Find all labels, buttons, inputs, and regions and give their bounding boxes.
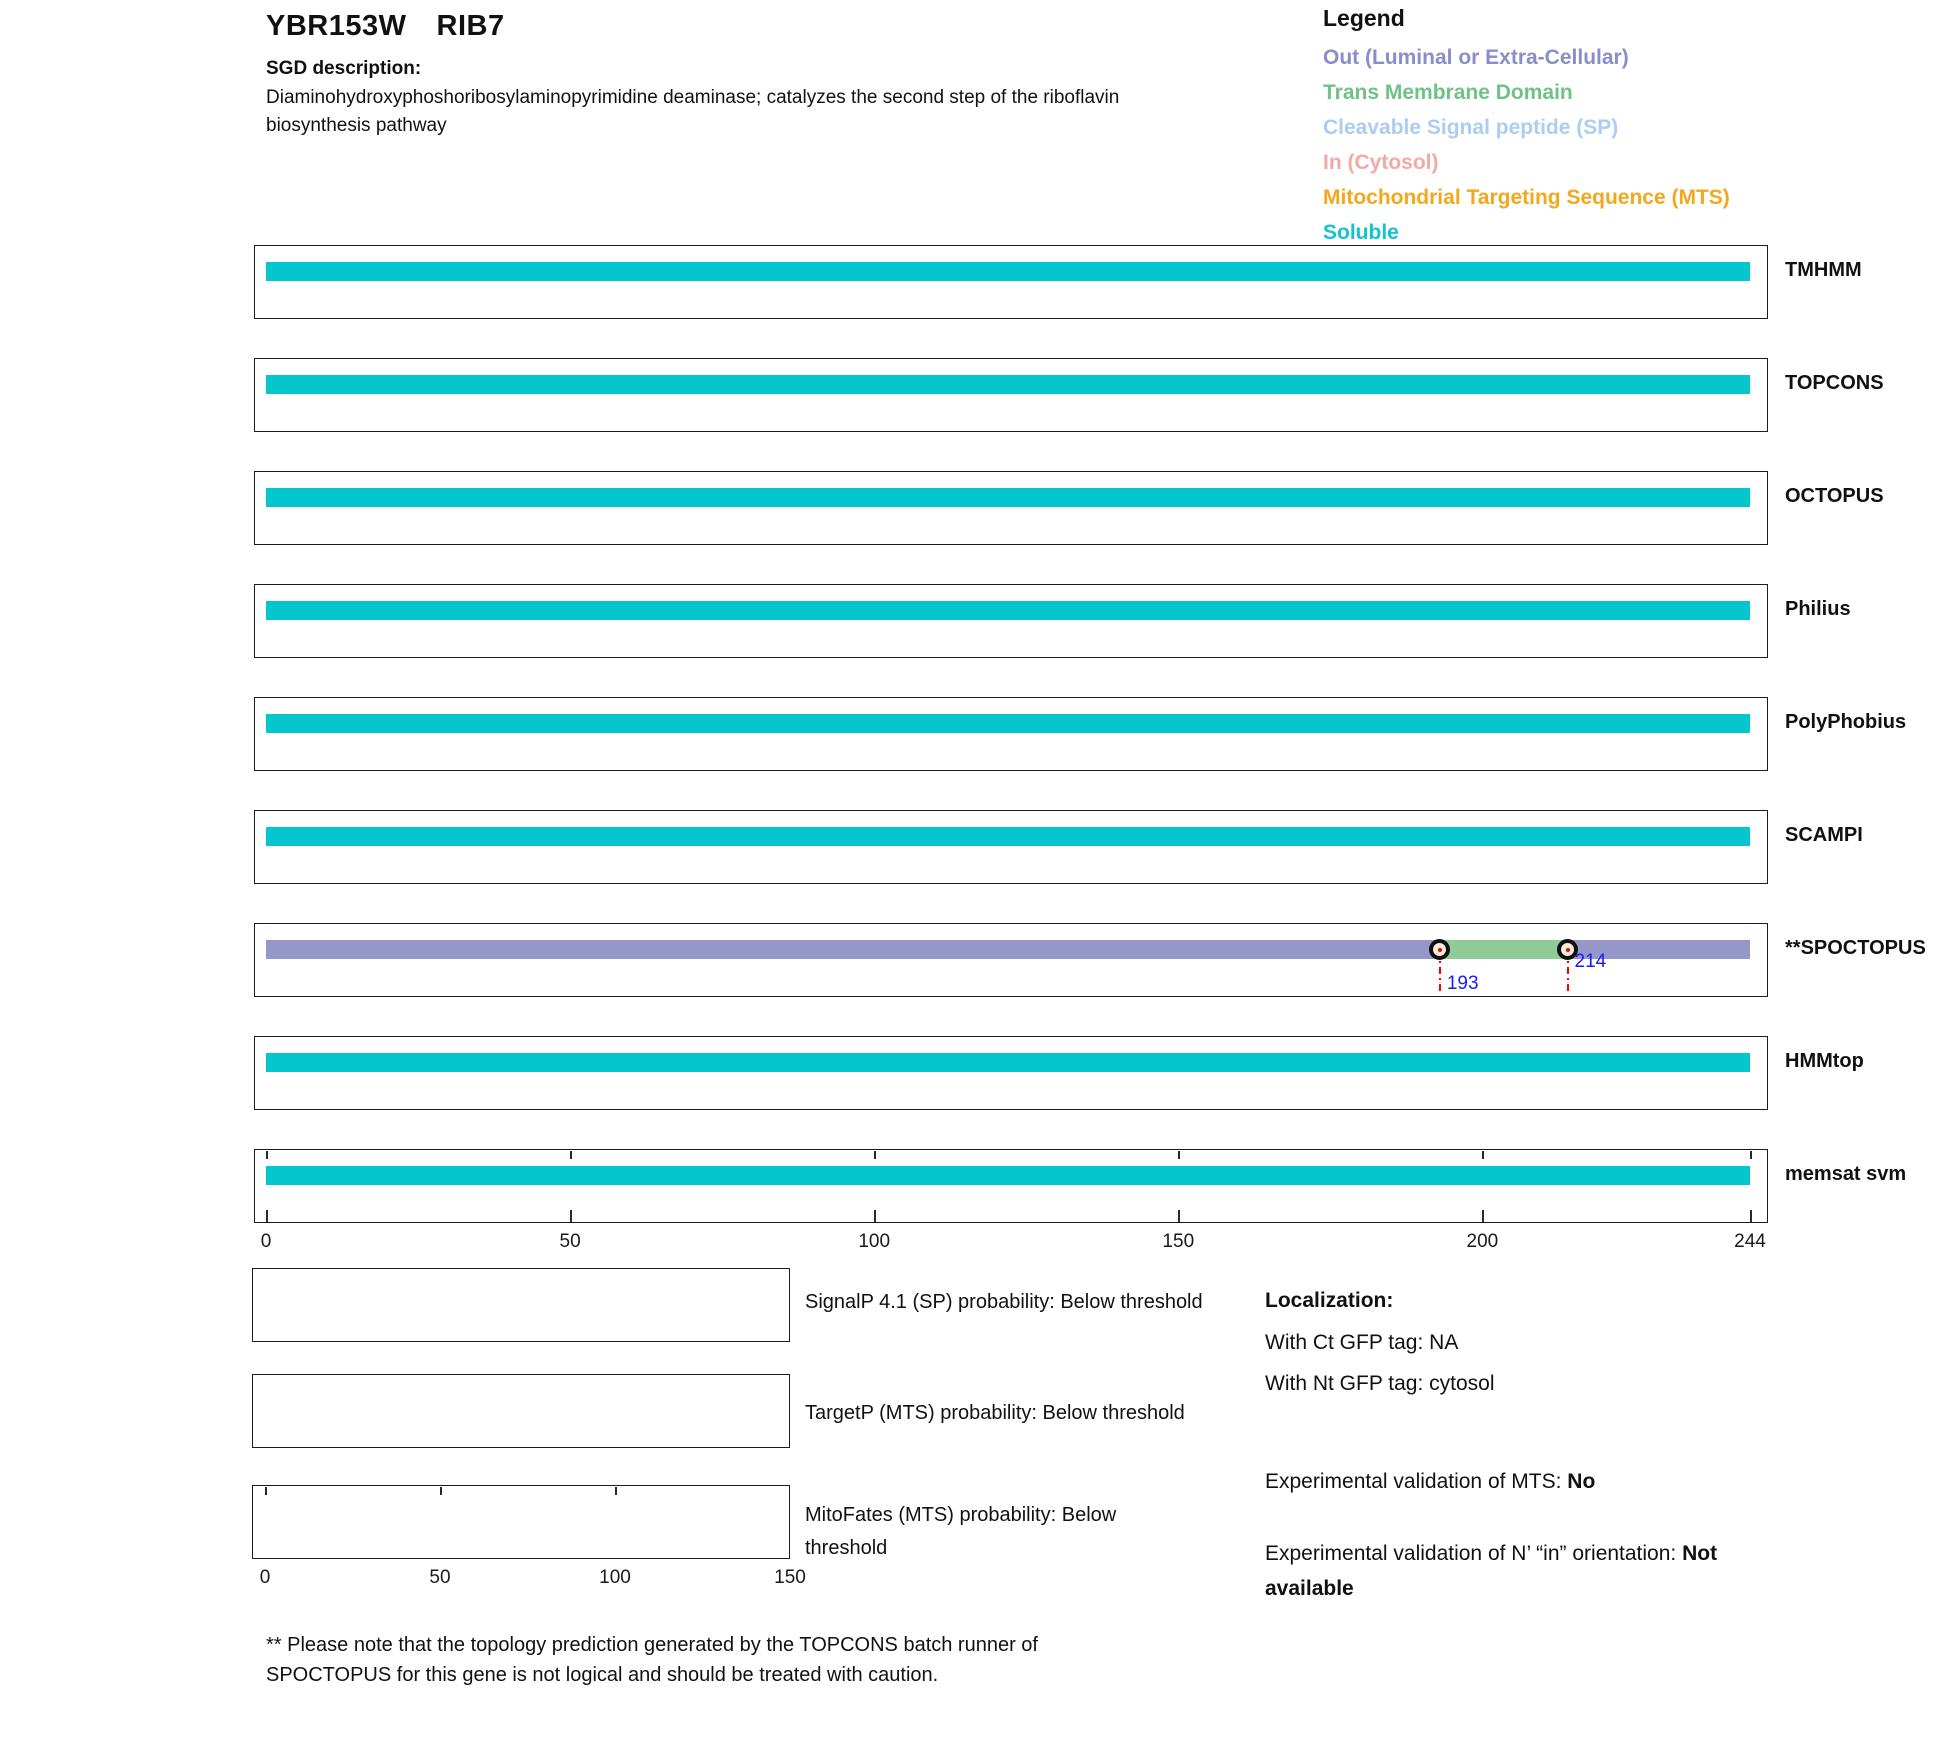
legend-title: Legend xyxy=(1323,5,1405,31)
track-label-memsat-svm: memsat svm xyxy=(1785,1163,1907,1185)
track-label-topcons: TOPCONS xyxy=(1785,372,1884,394)
tm-boundary-label: 193 xyxy=(1446,973,1479,994)
track-box-memsat-svm xyxy=(254,1149,1768,1223)
segment-soluble xyxy=(266,488,1750,507)
x-axis-label: 50 xyxy=(559,1231,581,1252)
segment-soluble xyxy=(266,1166,1750,1185)
track-box-polyphobius xyxy=(254,697,1768,771)
axis-tick-top xyxy=(874,1151,876,1159)
segment-trans-membrane-domain xyxy=(1440,940,1568,959)
track-box-hmmtop xyxy=(254,1036,1768,1110)
tm-boundary-label: 214 xyxy=(1574,951,1607,972)
segment-soluble xyxy=(266,601,1750,620)
gene-name: RIB7 xyxy=(436,10,505,42)
track-label-octopus: OCTOPUS xyxy=(1785,485,1884,507)
legend-item-soluble: Soluble xyxy=(1323,221,1399,244)
mini-axis-tick-top xyxy=(265,1487,267,1495)
axis-tick-bottom xyxy=(1482,1210,1484,1222)
x-axis-label: 200 xyxy=(1466,1231,1499,1252)
legend-item-trans-membrane-domain: Trans Membrane Domain xyxy=(1323,81,1573,104)
orientation-validation-line xyxy=(1265,1536,1805,1606)
legend-item-out-luminal-or-extra-cellular: Out (Luminal or Extra-Cellular) xyxy=(1323,46,1629,69)
mini-chart-label: SignalP 4.1 (SP) probability: Below threshold xyxy=(805,1291,1203,1313)
mts-validation-line xyxy=(1265,1464,1595,1499)
legend-item-mitochondrial-targeting-sequence-mts: Mitochondrial Targeting Sequence (MTS) xyxy=(1323,186,1730,209)
track-box-topcons xyxy=(254,358,1768,432)
track-box-spoctopus xyxy=(254,923,1768,997)
mini-chart-label: TargetP (MTS) probability: Below threshold xyxy=(805,1402,1185,1424)
x-axis-label: 100 xyxy=(858,1231,891,1252)
axis-tick-bottom xyxy=(874,1210,876,1222)
track-box-philius xyxy=(254,584,1768,658)
orientation-validation-label: Experimental validation of N’ “in” orientation: xyxy=(1265,1542,1683,1565)
legend xyxy=(1323,5,1730,250)
mini-x-axis-label: 0 xyxy=(259,1567,271,1588)
orientation-validation-value: Not available xyxy=(1265,1542,1718,1600)
mts-validation-label: Experimental validation of MTS: xyxy=(1265,1470,1568,1493)
axis-tick-top xyxy=(570,1151,572,1159)
segment-out-luminal-or-extra-cellular xyxy=(266,940,1440,959)
mini-chart-box-mitofates xyxy=(252,1485,790,1559)
segment-soluble xyxy=(266,375,1750,394)
ct-gfp-line: With Ct GFP tag: NA xyxy=(1265,1331,1459,1354)
mini-axis-tick-top xyxy=(440,1487,442,1495)
x-axis-label: 244 xyxy=(1734,1231,1766,1252)
nt-gfp-line: With Nt GFP tag: cytosol xyxy=(1265,1372,1495,1395)
localization-title: Localization: xyxy=(1265,1289,1394,1312)
track-label-polyphobius: PolyPhobius xyxy=(1785,711,1907,733)
mini-chart-box-signalp xyxy=(252,1268,790,1342)
mini-x-axis-label: 50 xyxy=(429,1567,451,1588)
segment-soluble xyxy=(266,1053,1750,1072)
axis-tick-bottom xyxy=(1750,1210,1752,1222)
track-label-spoctopus: **SPOCTOPUS xyxy=(1785,937,1926,959)
mini-chart-box-targetp xyxy=(252,1374,790,1448)
x-axis-label: 0 xyxy=(260,1231,272,1252)
track-label-hmmtop: HMMtop xyxy=(1785,1050,1864,1072)
axis-tick-top xyxy=(266,1151,268,1159)
mini-axis-tick-top xyxy=(615,1487,617,1495)
track-box-scampi xyxy=(254,810,1768,884)
x-axis-label: 150 xyxy=(1162,1231,1195,1252)
mini-chart-label: MitoFates (MTS) probability: Below threshold xyxy=(805,1504,1117,1559)
axis-tick-top xyxy=(1482,1151,1484,1159)
gene-id: YBR153W xyxy=(266,10,407,42)
segment-soluble xyxy=(266,827,1750,846)
axis-tick-top xyxy=(1178,1151,1180,1159)
track-box-tmhmm xyxy=(254,245,1768,319)
segment-soluble xyxy=(266,714,1750,733)
axis-tick-top xyxy=(1750,1151,1752,1159)
sgd-description-label: SGD description: xyxy=(266,58,422,79)
track-box-octopus xyxy=(254,471,1768,545)
legend-items xyxy=(1323,40,1730,250)
track-label-scampi: SCAMPI xyxy=(1785,824,1863,846)
track-label-philius: Philius xyxy=(1785,598,1851,620)
mini-x-axis-label: 150 xyxy=(774,1567,806,1588)
segment-soluble xyxy=(266,262,1750,281)
axis-tick-bottom xyxy=(266,1210,268,1222)
axis-tick-bottom xyxy=(1178,1210,1180,1222)
spoctopus-footnote: ** Please note that the topology prediction generated by the TOPCONS batch runner of SPOCTOPUS for this gene is not logical and should be treated with caution. xyxy=(266,1634,1038,1686)
mini-x-axis-label: 100 xyxy=(599,1567,631,1588)
track-label-tmhmm: TMHMM xyxy=(1785,259,1862,281)
mts-validation-value: No xyxy=(1567,1470,1596,1493)
sgd-description-text: Diaminohydroxyphoshoribosylaminopyrimidine deaminase; catalyzes the second step of the riboflavin biosynthesis pathway xyxy=(266,87,1120,136)
legend-item-cleavable-signal-peptide-sp: Cleavable Signal peptide (SP) xyxy=(1323,116,1619,139)
axis-tick-bottom xyxy=(570,1210,572,1222)
legend-item-in-cytosol: In (Cytosol) xyxy=(1323,151,1439,174)
page-title xyxy=(266,10,505,43)
